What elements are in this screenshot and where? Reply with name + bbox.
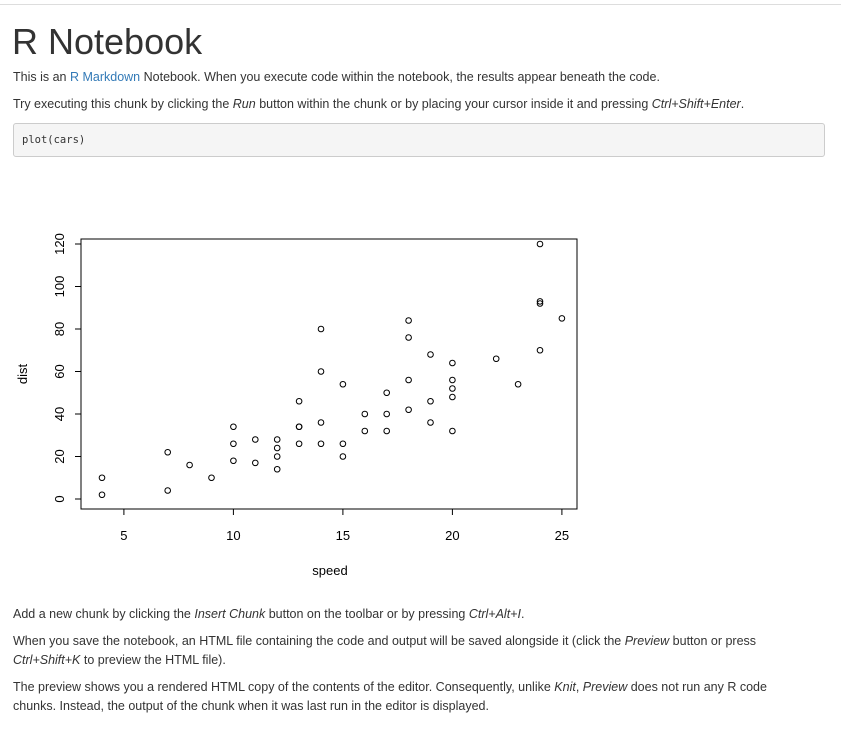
data-point xyxy=(559,316,565,322)
scatter-plot xyxy=(0,200,841,590)
code-text: plot(cars) xyxy=(22,134,86,146)
plot-frame xyxy=(81,239,577,509)
outro-paragraph-3 xyxy=(13,678,813,716)
y-axis-label: dist xyxy=(15,363,30,385)
x-tick-label: 25 xyxy=(554,528,570,543)
intro-text: button within the chunk or by placing your cursor inside it and pressing xyxy=(255,97,652,111)
preview-emphasis: Preview xyxy=(624,634,670,648)
data-point xyxy=(384,411,390,417)
data-point xyxy=(362,411,368,417)
intro-paragraph-1 xyxy=(13,68,660,87)
data-point xyxy=(450,386,456,392)
data-point xyxy=(274,445,280,451)
outro-text: The preview shows you a rendered HTML copy of the contents of the editor. Consequently, unlike xyxy=(13,680,555,694)
y-tick-label: 40 xyxy=(52,406,67,422)
data-point xyxy=(231,424,237,430)
y-tick-label: 120 xyxy=(52,233,67,255)
data-point xyxy=(231,458,237,464)
data-point xyxy=(99,492,105,498)
x-tick-label: 10 xyxy=(226,528,241,543)
code-chunk[interactable] xyxy=(13,123,825,157)
data-point xyxy=(253,460,259,466)
y-axis xyxy=(52,233,81,502)
y-tick-label: 80 xyxy=(52,321,67,337)
data-point xyxy=(428,420,434,426)
outro-text: . xyxy=(520,607,525,621)
data-point xyxy=(384,428,390,434)
data-point xyxy=(209,475,215,481)
data-point xyxy=(340,381,346,387)
intro-text: Notebook. When you execute code within the notebook, the results appear beneath the code. xyxy=(140,70,660,84)
intro-text: Try executing this chunk by clicking the xyxy=(13,97,233,111)
outro-text: button or press xyxy=(669,634,757,648)
data-point xyxy=(493,356,499,362)
page-title: R Notebook xyxy=(12,21,203,62)
data-point xyxy=(318,441,324,447)
shortcut-emphasis: Ctrl+Shift+Enter xyxy=(651,97,741,111)
top-divider xyxy=(0,4,841,5)
data-point xyxy=(406,377,412,383)
intro-text: This is an xyxy=(13,70,70,84)
outro-text: to preview the HTML file). xyxy=(80,653,226,667)
data-point xyxy=(274,437,280,443)
data-point xyxy=(318,420,324,426)
data-point xyxy=(428,398,434,404)
intro-paragraph-2 xyxy=(13,95,744,114)
data-point xyxy=(450,394,456,400)
y-tick-label: 60 xyxy=(52,364,67,379)
data-point xyxy=(340,441,346,447)
x-axis xyxy=(120,509,569,543)
data-point xyxy=(274,454,280,460)
y-tick-label: 20 xyxy=(52,449,67,464)
data-point xyxy=(537,241,543,247)
data-points xyxy=(99,241,565,497)
x-tick-label: 20 xyxy=(445,528,460,543)
outro-paragraph-2 xyxy=(13,632,813,670)
data-point xyxy=(99,475,105,481)
data-point xyxy=(450,428,456,434)
data-point xyxy=(340,454,346,460)
data-point xyxy=(537,347,543,353)
data-point xyxy=(165,488,171,494)
data-point xyxy=(384,390,390,396)
data-point xyxy=(318,326,324,332)
data-point xyxy=(406,318,412,324)
outro-text: , xyxy=(575,680,583,694)
outro-text: does not run any R code chunks. Instead, the output of the chunk when it was last run in the editor is displayed. xyxy=(13,680,767,713)
data-point xyxy=(318,369,324,375)
data-point xyxy=(362,428,368,434)
shortcut-emphasis: Ctrl+Shift+K xyxy=(13,653,81,667)
knit-emphasis: Knit xyxy=(554,680,576,694)
data-point xyxy=(187,462,193,468)
x-tick-label: 5 xyxy=(120,528,128,543)
outro-paragraph-1 xyxy=(13,605,524,624)
data-point xyxy=(428,352,434,358)
data-point xyxy=(406,407,412,413)
x-tick-label: 15 xyxy=(335,528,351,543)
outro-text: When you save the notebook, an HTML file containing the code and output will be saved alongside it (click the xyxy=(13,634,625,648)
y-tick-label: 100 xyxy=(52,275,67,298)
shortcut-emphasis: Ctrl+Alt+I xyxy=(468,607,521,621)
data-point xyxy=(253,437,259,443)
data-point xyxy=(165,449,171,455)
data-point xyxy=(450,360,456,366)
r-markdown-link[interactable]: R Markdown xyxy=(69,70,141,84)
y-tick-label: 0 xyxy=(52,495,67,503)
data-point xyxy=(515,381,521,387)
data-point xyxy=(274,466,280,472)
preview-emphasis: Preview xyxy=(582,680,628,694)
data-point xyxy=(296,441,302,447)
run-emphasis: Run xyxy=(232,97,256,111)
outro-text: button on the toolbar or by pressing xyxy=(265,607,469,621)
outro-text: Add a new chunk by clicking the xyxy=(13,607,195,621)
data-point xyxy=(406,335,412,341)
data-point xyxy=(450,377,456,383)
data-point xyxy=(296,424,302,430)
intro-text: . xyxy=(740,97,745,111)
data-point xyxy=(296,398,302,404)
data-point xyxy=(231,441,237,447)
insert-chunk-emphasis: Insert Chunk xyxy=(194,607,266,621)
x-axis-label: speed xyxy=(312,563,348,578)
